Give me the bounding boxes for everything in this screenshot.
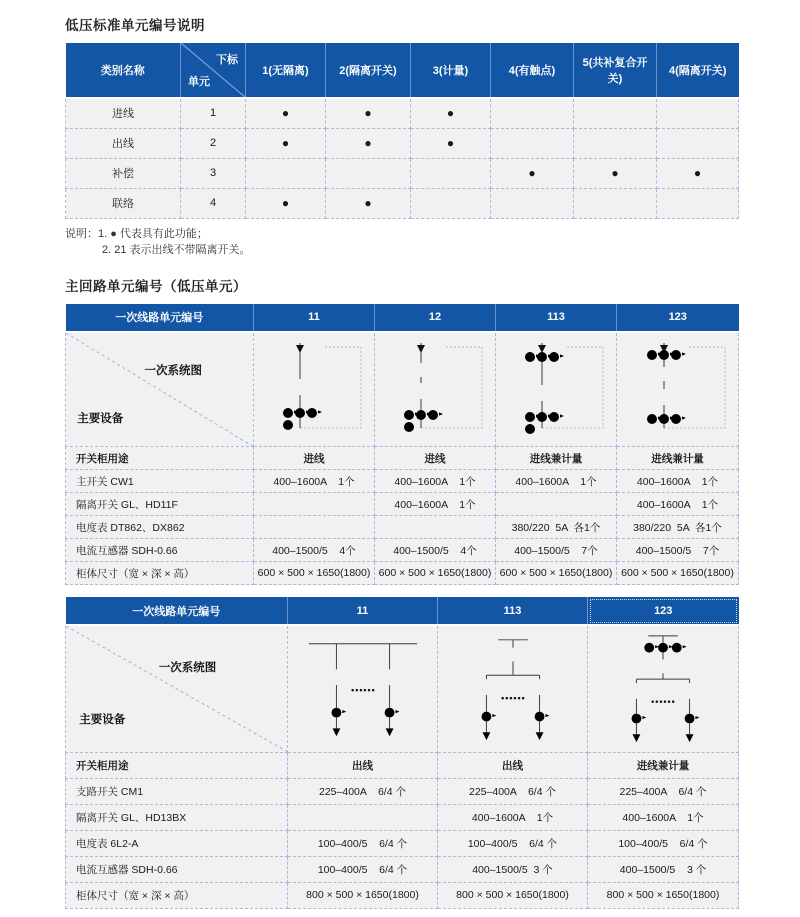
table-row	[66, 128, 739, 158]
mark-cell	[657, 188, 739, 218]
value-cell: 400–1600A 1个	[617, 493, 739, 516]
table-row	[66, 539, 739, 562]
diagram-cell-113	[496, 332, 617, 447]
row-label: 开关柜用途	[66, 447, 254, 470]
column-header-4: 4(有触点)	[491, 43, 574, 98]
mark-cell: ●	[326, 188, 411, 218]
unit-cell: 1	[181, 98, 246, 128]
mark-cell: ●	[411, 98, 491, 128]
value-cell	[254, 493, 375, 516]
category-cell: 联络	[66, 188, 181, 218]
mark-cell	[411, 158, 491, 188]
unit-col-12: 12	[375, 304, 496, 332]
column-header-1: 1(无隔离)	[246, 43, 326, 98]
diagram-legend-cell	[66, 332, 254, 447]
table-header-row	[66, 597, 739, 625]
value-cell: 225–400A 6/4 个	[588, 778, 739, 804]
legend-main-equipment: 主要设备	[79, 714, 126, 727]
diagonal-line	[66, 333, 253, 447]
mark-cell	[574, 188, 657, 218]
mark-cell: ●	[246, 188, 326, 218]
table-row	[66, 516, 739, 539]
note-line-2: 2. 21 表示出线不带隔离开关。	[102, 243, 251, 256]
value-cell: 400–1600A 1个	[375, 493, 496, 516]
single-line-diagram-out-113	[439, 628, 587, 750]
corner-label-subscript: 下标	[216, 54, 238, 66]
unit-numbering-table	[65, 43, 739, 219]
row-label: 电度表 DT862、DX862	[66, 516, 254, 539]
diagram-cell-11	[254, 332, 375, 447]
unit-cell: 4	[181, 188, 246, 218]
value-cell	[288, 804, 438, 830]
single-line-diagram-123	[619, 333, 737, 445]
table-row	[66, 778, 739, 804]
value-cell: 100–400/5 6/4 个	[288, 856, 438, 882]
outgoing-unit-table	[65, 597, 739, 909]
row-label: 电流互感器 SDH-0.66	[66, 856, 288, 882]
value-cell: 400–1600A 1个	[496, 470, 617, 493]
svg-text:••••••: ••••••	[651, 696, 676, 707]
value-cell: 600 × 500 × 1650(1800)	[617, 562, 739, 585]
mark-cell	[491, 188, 574, 218]
spacer	[65, 585, 738, 597]
value-cell: 600 × 500 × 1650(1800)	[375, 562, 496, 585]
table-row	[66, 493, 739, 516]
row-label: 支路开关 CM1	[66, 778, 288, 804]
value-cell: 进线兼计量	[588, 752, 739, 778]
value-cell: 400–1500/5 7个	[496, 539, 617, 562]
incoming-unit-table	[65, 304, 739, 586]
value-cell: 400–1500/5 4个	[254, 539, 375, 562]
mark-cell: ●	[246, 128, 326, 158]
page-title: 低压标准单元编号说明	[65, 18, 205, 33]
value-cell: 出线	[438, 752, 588, 778]
value-cell: 800 × 500 × 1650(1800)	[288, 882, 438, 908]
column-header-2: 2(隔离开关)	[326, 43, 411, 98]
mark-cell: ●	[574, 158, 657, 188]
mark-cell: ●	[246, 98, 326, 128]
row-label: 隔离开关 GL、HD11F	[66, 493, 254, 516]
value-cell: 400–1600A 1个	[438, 804, 588, 830]
diagonal-corner-cell	[181, 43, 246, 98]
table-row	[66, 882, 739, 908]
single-line-diagram-out-123	[589, 628, 737, 750]
mark-cell	[657, 128, 739, 158]
row-label: 柜体尺寸（宽 × 深 × 高）	[66, 882, 288, 908]
value-cell: 400–1600A 1个	[588, 804, 739, 830]
table-row	[66, 470, 739, 493]
diagram-cell-123	[617, 332, 739, 447]
notes-block	[65, 226, 738, 258]
mark-cell	[574, 98, 657, 128]
category-cell: 出线	[66, 128, 181, 158]
value-cell: 400–1500/5 7个	[617, 539, 739, 562]
table-row	[66, 188, 739, 218]
mark-cell: ●	[491, 158, 574, 188]
section-title-main-circuit: 主回路单元编号（低压单元）	[65, 278, 247, 294]
unit-cell: 3	[181, 158, 246, 188]
table-row	[66, 752, 739, 778]
legend-main-equipment: 主要设备	[77, 412, 124, 425]
table-row	[66, 98, 739, 128]
value-cell: 800 × 500 × 1650(1800)	[588, 882, 739, 908]
unit-col-11: 11	[288, 597, 438, 625]
table-row	[66, 562, 739, 585]
svg-text:••••••: ••••••	[350, 684, 376, 695]
value-cell: 进线兼计量	[496, 447, 617, 470]
mark-cell	[491, 98, 574, 128]
value-cell: 进线	[254, 447, 375, 470]
value-cell: 100–400/5 6/4 个	[438, 830, 588, 856]
row-label: 主开关 CW1	[66, 470, 254, 493]
table-header-row	[66, 304, 739, 332]
value-cell: 400–1600A 1个	[254, 470, 375, 493]
single-line-diagram-out-11	[289, 628, 437, 750]
value-cell: 600 × 500 × 1650(1800)	[496, 562, 617, 585]
corner-label-unit: 单元	[188, 76, 210, 88]
category-cell: 补偿	[66, 158, 181, 188]
mark-cell: ●	[326, 128, 411, 158]
category-cell: 进线	[66, 98, 181, 128]
svg-text:••••••: ••••••	[500, 692, 526, 703]
table-row	[66, 804, 739, 830]
mark-cell	[326, 158, 411, 188]
value-cell	[254, 516, 375, 539]
unit-col-123: 123	[588, 597, 739, 625]
column-header-category: 类别名称	[66, 43, 181, 98]
value-cell: 100–400/5 6/4 个	[288, 830, 438, 856]
unit-col-123: 123	[617, 304, 739, 332]
table-header-row	[66, 43, 739, 98]
value-cell: 225–400A 6/4 个	[288, 778, 438, 804]
column-header-3: 3(计量)	[411, 43, 491, 98]
value-cell: 400–1500/5 4个	[375, 539, 496, 562]
value-cell	[375, 516, 496, 539]
legend-one-line-diagram: 一次系统图	[144, 365, 203, 377]
value-cell: 进线兼计量	[617, 447, 739, 470]
table-row	[66, 856, 739, 882]
value-cell: 400–1600A 1个	[375, 470, 496, 493]
value-cell: 600 × 500 × 1650(1800)	[254, 562, 375, 585]
unit-col-113: 113	[438, 597, 588, 625]
mark-cell	[657, 98, 739, 128]
row-label: 电度表 6L2-A	[66, 830, 288, 856]
value-cell: 800 × 500 × 1650(1800)	[438, 882, 588, 908]
value-cell: 400–1500/5 3 个	[588, 856, 739, 882]
mark-cell	[574, 128, 657, 158]
unit-cell: 2	[181, 128, 246, 158]
diagram-cell-113	[438, 625, 588, 752]
row-label: 电流互感器 SDH-0.66	[66, 539, 254, 562]
diagram-cell-123	[588, 625, 739, 752]
single-line-diagram-12	[376, 333, 494, 445]
value-cell: 出线	[288, 752, 438, 778]
diagram-row	[66, 625, 739, 752]
table-row	[66, 158, 739, 188]
diagram-cell-12	[375, 332, 496, 447]
column-header-5: 5(共补复合开关)	[574, 43, 657, 98]
row-label: 隔离开关 GL、HD13BX	[66, 804, 288, 830]
unit-number-header: 一次线路单元编号	[66, 304, 254, 332]
mark-cell: ●	[411, 128, 491, 158]
mark-cell	[411, 188, 491, 218]
single-line-diagram-113	[497, 333, 615, 445]
value-cell	[496, 493, 617, 516]
unit-number-header: 一次线路单元编号	[66, 597, 288, 625]
value-cell: 400–1500/5 3 个	[438, 856, 588, 882]
unit-col-11: 11	[254, 304, 375, 332]
value-cell: 225–400A 6/4 个	[438, 778, 588, 804]
value-cell: 进线	[375, 447, 496, 470]
value-cell: 380/220 5A 各1个	[617, 516, 739, 539]
row-label: 柜体尺寸（宽 × 深 × 高）	[66, 562, 254, 585]
unit-col-113: 113	[496, 304, 617, 332]
row-label: 开关柜用途	[66, 752, 288, 778]
table-row	[66, 830, 739, 856]
note-line-1: 说明：1. ● 代表具有此功能；	[65, 227, 208, 240]
legend-one-line-diagram: 一次系统图	[158, 661, 217, 674]
diagram-legend-cell	[66, 625, 288, 752]
mark-cell: ●	[657, 158, 739, 188]
value-cell: 400–1600A 1个	[617, 470, 739, 493]
mark-cell	[491, 128, 574, 158]
column-header-6: 4(隔离开关)	[657, 43, 739, 98]
mark-cell: ●	[326, 98, 411, 128]
value-cell: 380/220 5A 各1个	[496, 516, 617, 539]
table-row	[66, 447, 739, 470]
single-line-diagram-11	[255, 333, 373, 445]
diagram-row	[66, 332, 739, 447]
diagonal-line	[66, 626, 287, 752]
mark-cell	[246, 158, 326, 188]
value-cell: 100–400/5 6/4 个	[588, 830, 739, 856]
diagram-cell-11	[288, 625, 438, 752]
